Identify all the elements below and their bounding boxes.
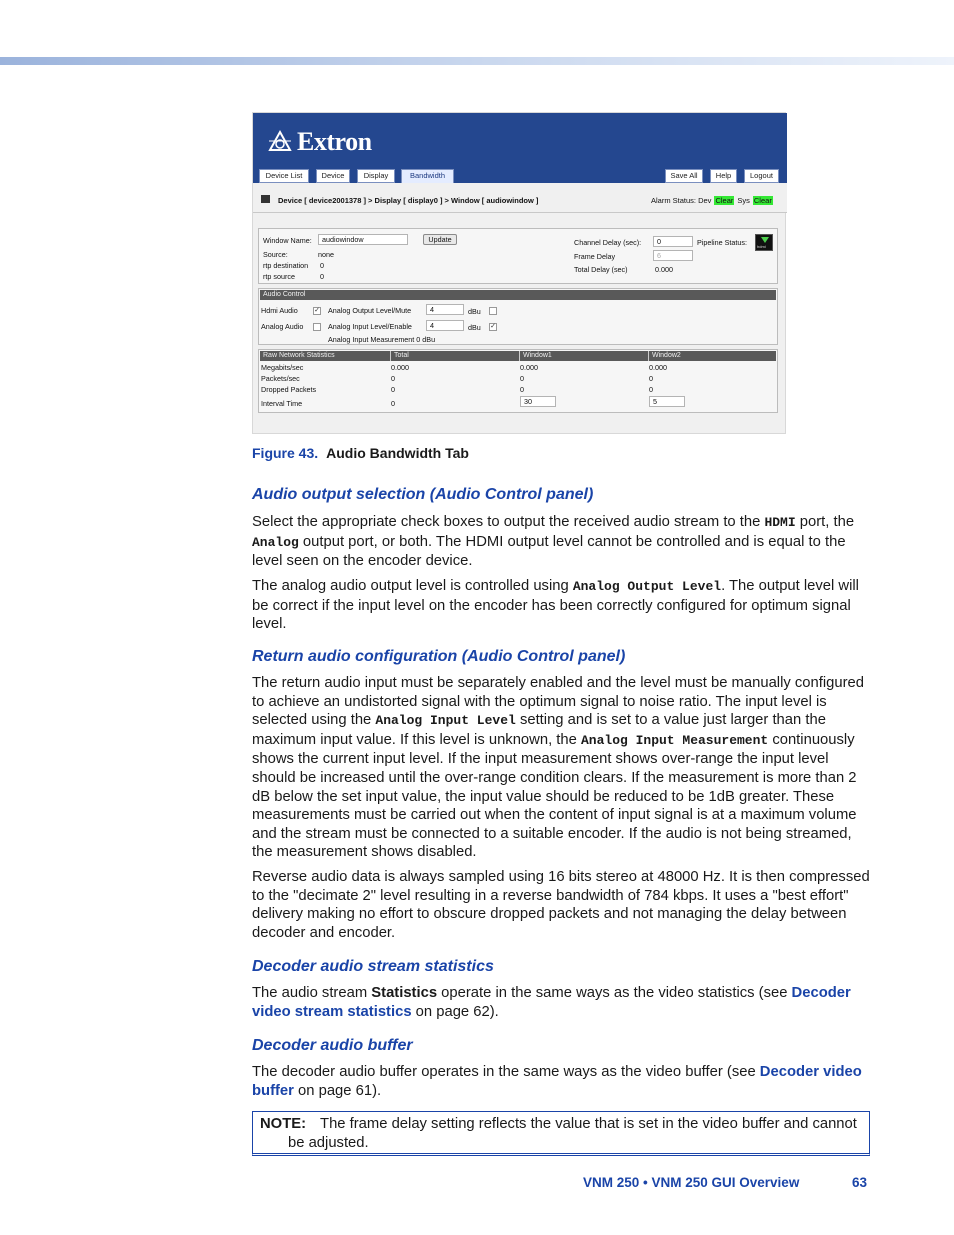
rtp-destination-value: 0 (320, 261, 324, 270)
analog-input-level-input[interactable]: 4 (426, 320, 464, 331)
link-decoder-video-stream-statistics[interactable]: Decoder video stream statistics (252, 985, 851, 1020)
audio-control-panel (258, 288, 778, 345)
audio-control-title: Audio Control (260, 290, 776, 300)
stats-row-label: Interval Time (261, 399, 303, 408)
channel-delay-label: Channel Delay (sec): (574, 238, 642, 247)
section-heading: Decoder audio stream statistics (252, 958, 494, 975)
stats-header-window2: Window2 (648, 351, 776, 361)
gui-screenshot-figure (252, 112, 786, 434)
window-name-input[interactable]: audiowindow (318, 234, 408, 245)
source-label: Source: (263, 250, 288, 259)
stats-header-window1: Window1 (519, 351, 648, 361)
analog-audio-checkbox[interactable] (313, 323, 321, 331)
alarm-dev-badge: Clear (715, 196, 734, 205)
frame-delay-input: 6 (653, 250, 693, 261)
tab-bandwidth[interactable]: Bandwidth (401, 169, 454, 184)
figure-title: Audio Bandwidth Tab (326, 445, 469, 461)
analog-input-label: Analog Input Level/Enable (328, 322, 412, 331)
paragraph: Reverse audio data is always sampled using 16 bits stereo at 48000 Hz. It is then compressed to the "decimate 2" level resulting in a reverse bandwidth of 784 kbps. It uses a "best effort" delivery making no effort to obscure dropped packets and not managing the delay between decoder and encoder. (252, 869, 870, 941)
footer-title: VNM 250 • VNM 250 GUI Overview (583, 1175, 800, 1190)
stats-cell: 0 (391, 399, 395, 408)
logout-button[interactable]: Logout (744, 169, 779, 183)
analog-input-unit: dBu (468, 323, 481, 332)
stats-cell: 0 (391, 385, 395, 394)
stats-cell: 0.000 (649, 363, 667, 372)
update-button[interactable]: Update (423, 234, 457, 245)
alarm-sys-badge: Clear (753, 196, 772, 205)
rtp-source-value: 0 (320, 272, 324, 281)
analog-input-enable-checkbox[interactable]: ✓ (490, 323, 496, 330)
paragraph: Select the appropriate check boxes to output the received audio stream to the HDMI port, the Analog output port, or both. The HDMI output level cannot be controlled and is equal to the level seen on the encoder device. (252, 514, 855, 570)
stats-header-total: Total (390, 351, 519, 361)
alarm-sys-label: Sys (737, 196, 750, 205)
header-accent-bar (0, 57, 954, 65)
note-label: NOTE: (260, 1116, 307, 1132)
rtp-destination-label: rtp destination (263, 261, 309, 270)
tab-display[interactable]: Display (357, 169, 395, 183)
stats-cell: 0 (391, 374, 395, 383)
paragraph: The return audio input must be separately enabled and the level must be manually configured to achieve an undistorted signal with the optimum signal to noise ratio. The input level is selected using the Analog Input Level setting and is set to a value just larger than the maximum input value. If this level is unknown, the Analog Input Measurement continuously shows the current input level. If the input measurement shows over-range the input level should be increased until the over-range condition clears. If the measurement is more than 2 dB below the set input value, the input value should be reduced to be 1dB greater. These measurements must be carried out when the content of input signal is at a maximum volume and the stream must be connected to a suitable encoder. If the audio is not being streamed, the measurement shows disabled. (252, 675, 864, 861)
tab-device-list[interactable]: Device List (259, 169, 309, 183)
save-all-button[interactable]: Save All (665, 169, 703, 183)
total-delay-value: 0.000 (655, 265, 673, 274)
stats-row-label: Dropped Packets (261, 385, 317, 394)
section-heading: Return audio configuration (Audio Control panel) (252, 648, 626, 665)
device-icon (261, 195, 270, 203)
link-decoder-video-buffer[interactable]: Decoder video buffer (252, 1064, 862, 1099)
alarm-status (651, 196, 773, 205)
extron-logo (267, 127, 372, 157)
paragraph: The analog audio output level is controlled using Analog Output Level. The output level will be correct if the input level on the encoder has been correctly configured for optimum signal level. (252, 578, 859, 633)
stats-cell: 0 (649, 374, 653, 383)
stats-row-label: Megabits/sec (261, 363, 304, 372)
hdmi-icon-label: hdmi (757, 244, 766, 249)
analog-output-level-input[interactable]: 4 (426, 304, 464, 315)
window-name-label: Window Name: (263, 236, 312, 245)
stats-cell: 0 (649, 385, 653, 394)
extron-logo-icon (267, 129, 293, 155)
stats-row-label: Packets/sec (261, 374, 300, 383)
breadcrumb-bar (253, 183, 787, 213)
analog-output-mute-checkbox[interactable] (489, 307, 497, 315)
stats-cell: 0 (520, 385, 524, 394)
note-text: NOTE: The frame delay setting reflects the value that is set in the video buffer and cannot be adjusted. (260, 1116, 857, 1151)
network-stats-panel (258, 349, 778, 413)
tab-device[interactable]: Device (316, 169, 350, 183)
interval-window1-input[interactable]: 30 (520, 396, 556, 407)
note-box (252, 1111, 870, 1156)
help-button[interactable]: Help (710, 169, 737, 183)
pipeline-status-label: Pipeline Status: (697, 238, 747, 247)
paragraph: The audio stream Statistics operate in the same ways as the video statistics (see Decoder video stream statistics on page 62). (252, 985, 851, 1020)
figure-caption (252, 445, 469, 461)
logo-text: Extron (297, 127, 372, 156)
hdmi-pipeline-icon (755, 234, 773, 251)
stats-cell: 0.000 (391, 363, 409, 372)
hdmi-audio-checkbox[interactable]: ✓ (314, 307, 320, 314)
frame-delay-label: Frame Delay (574, 252, 616, 261)
page-number: 63 (852, 1175, 868, 1190)
rtp-source-label: rtp source (263, 272, 295, 281)
analog-input-measurement: Analog Input Measurement 0 dBu (328, 335, 436, 344)
source-value: none (318, 250, 334, 259)
section-heading: Audio output selection (Audio Control panel) (252, 486, 594, 503)
section-heading: Decoder audio buffer (252, 1037, 413, 1054)
stats-cell: 0.000 (520, 363, 538, 372)
analog-output-unit: dBu (468, 307, 481, 316)
figure-number: Figure 43. (252, 445, 319, 461)
paragraph: The decoder audio buffer operates in the same ways as the video buffer (see Decoder video buffer on page 61). (252, 1064, 862, 1099)
stats-header-label: Raw Network Statistics (260, 351, 390, 361)
alarm-status-label: Alarm Status: Dev (651, 196, 712, 205)
analog-audio-label: Analog Audio (261, 322, 304, 331)
hdmi-audio-label: Hdmi Audio (261, 306, 298, 315)
total-delay-label: Total Delay (sec) (574, 265, 628, 274)
window-info-panel (258, 228, 778, 284)
gui-header (253, 113, 787, 183)
stats-cell: 0 (520, 374, 524, 383)
channel-delay-input[interactable]: 0 (653, 236, 693, 247)
breadcrumb: Device [ device2001378 ] > Display [ display0 ] > Window [ audiowindow ] (278, 196, 539, 205)
analog-output-label: Analog Output Level/Mute (328, 306, 412, 315)
interval-window2-input[interactable]: 5 (649, 396, 685, 407)
